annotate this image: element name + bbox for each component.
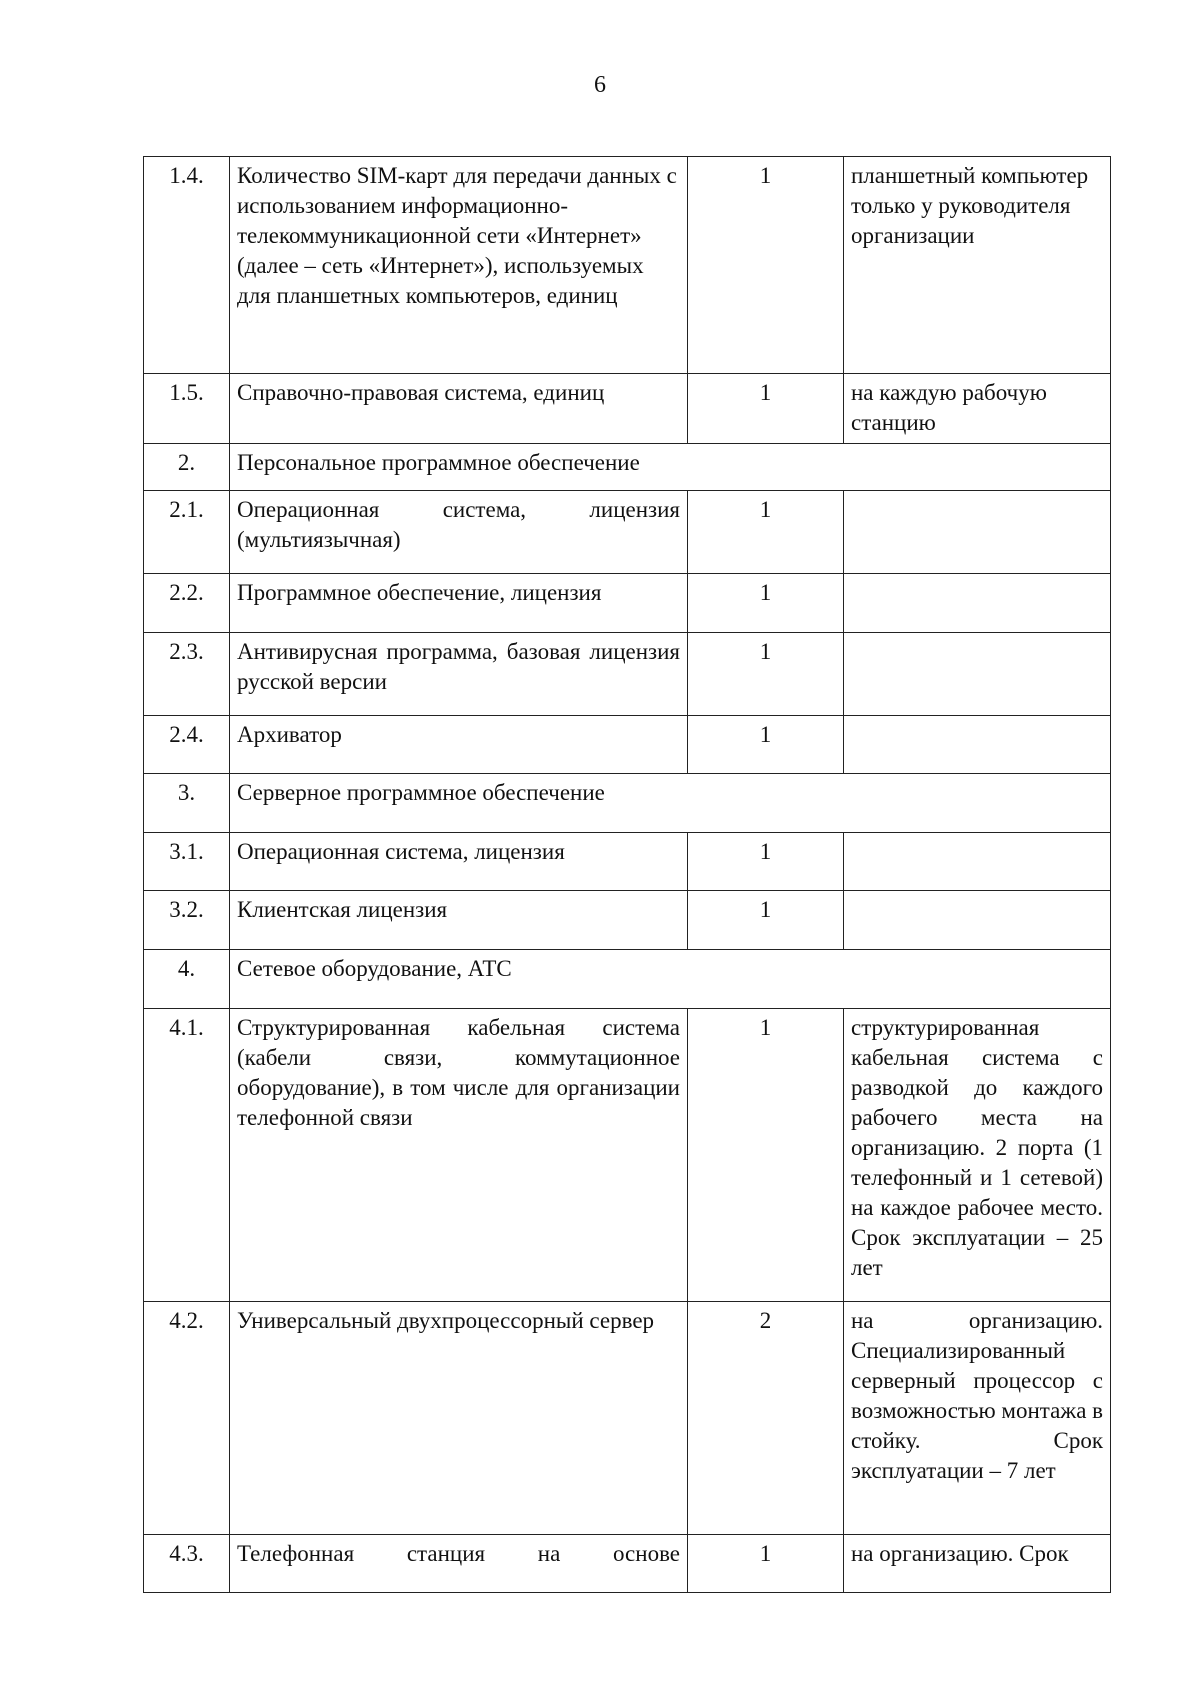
table-row-section — [144, 950, 1111, 1009]
row-note: на организацию. Срок — [844, 1535, 1111, 1593]
row-number: 4.1. — [144, 1009, 230, 1302]
row-number: 1.5. — [144, 374, 230, 444]
row-number: 2.1. — [144, 491, 230, 574]
row-name: Структурированная кабельная система (кабели связи, коммутационное оборудование), в том числе для организации телефонной связи — [230, 1009, 688, 1302]
row-name: Справочно-правовая система, единиц — [230, 374, 688, 444]
section-title: Персональное программное обеспечение — [230, 444, 1111, 491]
row-quantity: 1 — [688, 1535, 844, 1593]
row-name: Операционная система, лицензия (мультиязычная) — [230, 491, 688, 574]
row-note: на каждую рабочую станцию — [844, 374, 1111, 444]
row-number: 2. — [144, 444, 230, 491]
specification-table — [143, 156, 1111, 1593]
row-note — [844, 833, 1111, 891]
table-row-section — [144, 444, 1111, 491]
row-number: 2.3. — [144, 633, 230, 716]
row-note — [844, 716, 1111, 774]
table-row — [144, 491, 1111, 574]
table-row — [144, 716, 1111, 774]
table-row — [144, 1535, 1111, 1593]
row-name: Количество SIM-карт для передачи данных с использованием информационно-телекоммуникационной сети «Интернет» (далее – сеть «Интернет»), используемых для планшетных компьютеров, единиц — [230, 157, 688, 374]
table-row — [144, 833, 1111, 891]
row-note — [844, 633, 1111, 716]
row-quantity: 1 — [688, 374, 844, 444]
page-number: 6 — [594, 72, 606, 98]
row-number: 2.4. — [144, 716, 230, 774]
row-name: Универсальный двухпроцессорный сервер — [230, 1302, 688, 1535]
row-note — [844, 891, 1111, 950]
row-name: Клиентская лицензия — [230, 891, 688, 950]
row-quantity: 1 — [688, 633, 844, 716]
section-title: Серверное программное обеспечение — [230, 774, 1111, 833]
row-quantity: 1 — [688, 491, 844, 574]
row-number: 2.2. — [144, 574, 230, 633]
table-row — [144, 374, 1111, 444]
table-row — [144, 1009, 1111, 1302]
table-row — [144, 633, 1111, 716]
row-quantity: 1 — [688, 1009, 844, 1302]
row-quantity: 1 — [688, 891, 844, 950]
row-number: 3.1. — [144, 833, 230, 891]
row-quantity: 1 — [688, 157, 844, 374]
row-name: Программное обеспечение, лицензия — [230, 574, 688, 633]
row-quantity: 1 — [688, 716, 844, 774]
row-note — [844, 574, 1111, 633]
row-number: 3.2. — [144, 891, 230, 950]
row-note: структурированная кабельная система с разводкой до каждого рабочего места на организацию. 2 порта (1 телефонный и 1 сетевой) на каждое рабочее место. Срок эксплуатации – 25 лет — [844, 1009, 1111, 1302]
table-row — [144, 574, 1111, 633]
row-number: 4.3. — [144, 1535, 230, 1593]
row-number: 4.2. — [144, 1302, 230, 1535]
row-name: Операционная система, лицензия — [230, 833, 688, 891]
table-row-section — [144, 774, 1111, 833]
row-number: 3. — [144, 774, 230, 833]
row-quantity: 1 — [688, 833, 844, 891]
row-number: 1.4. — [144, 157, 230, 374]
table-row — [144, 157, 1111, 374]
row-name: Антивирусная программа, базовая лицензия русской версии — [230, 633, 688, 716]
row-note: планшетный компьютер только у руководителя организации — [844, 157, 1111, 374]
row-note — [844, 491, 1111, 574]
row-name: Телефонная станция на основе — [230, 1535, 688, 1593]
row-note: на организацию. Специализированный серверный процессор с возможностью монтажа в стойку. Срок эксплуатации – 7 лет — [844, 1302, 1111, 1535]
section-title: Сетевое оборудование, АТС — [230, 950, 1111, 1009]
row-quantity: 1 — [688, 574, 844, 633]
row-number: 4. — [144, 950, 230, 1009]
table-row — [144, 1302, 1111, 1535]
table-row — [144, 891, 1111, 950]
row-quantity: 2 — [688, 1302, 844, 1535]
row-name: Архиватор — [230, 716, 688, 774]
